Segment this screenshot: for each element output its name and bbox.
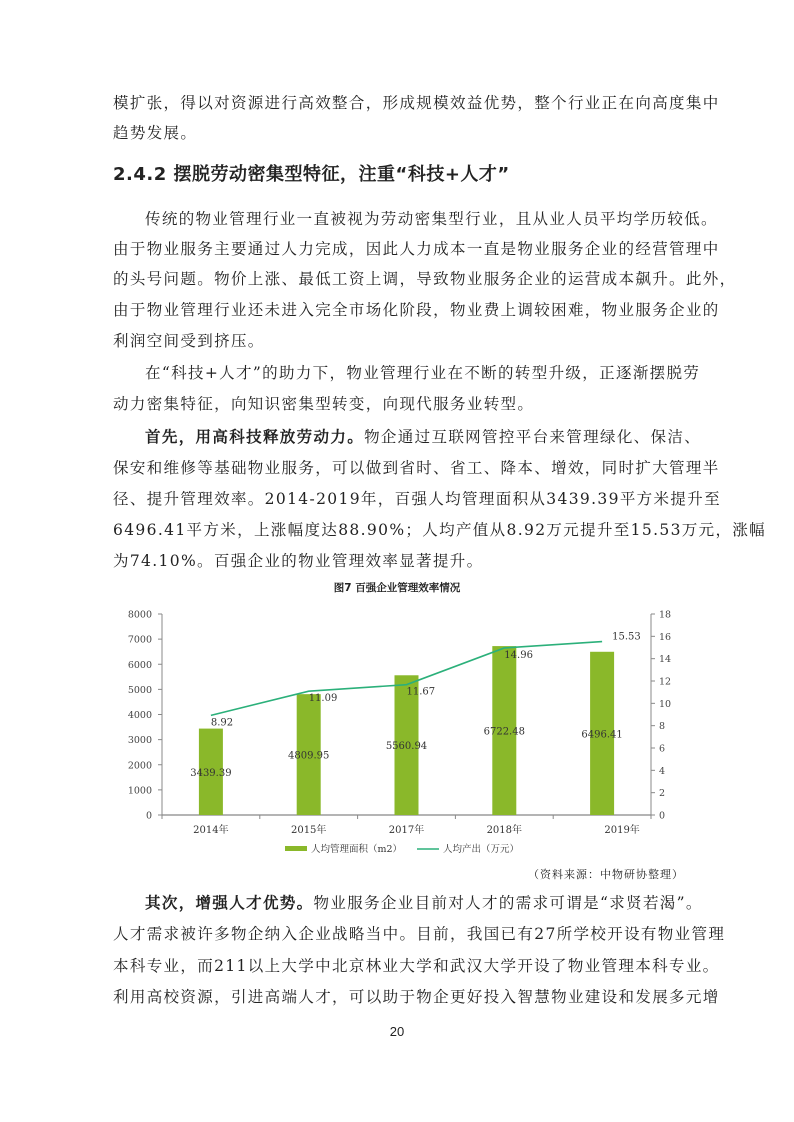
x-tick-label: 2017年 [388, 825, 425, 836]
combo-chart [120, 600, 680, 880]
x-tick-label: 2019年 [604, 825, 640, 836]
legend-bar-swatch [285, 846, 307, 851]
paragraph-line: 在“科技+人才”的助力下，物业管理行业在不断的转型升级，正逐渐摆脱劳 [145, 364, 701, 382]
left-tick-label: 7000 [127, 634, 152, 646]
bold-lead: 其次，增强人才优势。 [145, 894, 314, 912]
paragraph-line: 由于物业管理行业还未进入完全市场化阶段，物业费上调较困难，物业服务企业的 [113, 301, 720, 319]
line-value-label: 8.92 [210, 717, 234, 729]
left-tick-label: 3000 [127, 735, 152, 747]
legend-bar-label: 人均管理面积（m2） [311, 844, 403, 855]
paragraph-line: 动力密集特征，向知识密集型转变，向现代服务业转型。 [113, 395, 535, 413]
left-tick-label: 2000 [127, 760, 152, 772]
line-value-label: 14.96 [504, 649, 533, 661]
left-tick-label: 6000 [127, 659, 152, 671]
right-tick-label: 8 [659, 721, 666, 733]
left-tick-label: 4000 [127, 710, 152, 721]
right-tick-label: 6 [659, 743, 666, 755]
right-tick-label: 14 [659, 654, 672, 666]
bar-value-label: 3439.39 [190, 767, 232, 779]
paragraph-line: 6496.41平方米，上涨幅度达88.90%；人均产值从8.92万元提升至15.53万元，涨幅 [113, 521, 767, 539]
x-tick-label: 2015年 [290, 825, 327, 836]
bar-value-label: 6496.41 [581, 729, 623, 741]
bar-value-label: 6722.48 [483, 726, 525, 738]
page-number: 20 [389, 1024, 405, 1039]
left-tick-label: 0 [145, 810, 152, 822]
paragraph-line: 由于物业服务主要通过人力完成，因此人力成本一直是物业服务企业的经营管理中 [113, 240, 720, 258]
legend-line-label: 人均产出（万元） [443, 844, 520, 855]
paragraph-text: 物企通过互联网管控平台来管理绿化、保洁、 [364, 428, 702, 446]
figure-title: 图7 百强企业管理效率情况 [333, 582, 461, 594]
line-value-label: 15.53 [612, 631, 641, 643]
paragraph-line: 径、提升管理效率。2014-2019年，百强人均管理面积从3439.39平方米提升至 [113, 490, 721, 508]
right-tick-label: 18 [659, 609, 672, 621]
left-tick-label: 8000 [127, 609, 152, 621]
paragraph-line: 本科专业，而211以上大学中北京林业大学和武汉大学开设了物业管理本科专业。 [113, 957, 720, 975]
right-tick-label: 0 [659, 810, 666, 822]
paragraph-line: 趋势发展。 [113, 124, 198, 142]
paragraph-line: 保安和维修等基础物业服务，可以做到省时、省工、降本、增效，同时扩大管理半 [113, 459, 720, 477]
section-heading: 2.4.2 摆脱劳动密集型特征，注重“科技+人才” [113, 164, 510, 185]
line-value-label: 11.09 [308, 693, 338, 705]
bar-value-label: 4809.95 [288, 750, 330, 762]
bar-value-label: 5560.94 [385, 741, 428, 753]
x-tick-label: 2014年 [193, 825, 229, 836]
figure-source: （资料来源：中物研协整理） [528, 868, 684, 881]
paragraph-line: 模扩张，得以对资源进行高效整合，形成规模效益优势，整个行业正在向高度集中 [113, 94, 720, 112]
right-tick-label: 10 [659, 698, 672, 710]
right-tick-label: 16 [659, 631, 672, 643]
paragraph-line: 人才需求被许多物企纳入企业战略当中。目前，我国已有27所学校开设有物业管理 [113, 925, 726, 943]
paragraph-line [145, 891, 715, 913]
paragraph-line [145, 425, 715, 447]
paragraph-line: 的头号问题。物价上涨、最低工资上调，导致物业服务企业的运营成本飙升。此外， [113, 270, 737, 288]
paragraph-line: 利用高校资源，引进高端人才，可以助于物企更好投入智慧物业建设和发展多元增 [113, 988, 720, 1006]
paragraph-line: 利润空间受到挤压。 [113, 332, 265, 350]
line-value-label: 11.67 [406, 686, 436, 698]
left-tick-label: 1000 [127, 785, 152, 797]
paragraph-line: 传统的物业管理行业一直被视为劳动密集型行业，且从业人员平均学历较低。 [145, 210, 718, 228]
bold-lead: 首先，用高科技释放劳动力。 [145, 428, 365, 446]
x-tick-label: 2018年 [486, 825, 523, 836]
paragraph-line: 为74.10%。百强企业的物业管理效率显著提升。 [113, 552, 484, 570]
right-tick-label: 12 [659, 676, 672, 688]
right-tick-label: 4 [659, 765, 666, 777]
right-tick-label: 2 [659, 788, 666, 800]
paragraph-text: 物业服务企业目前对人才的需求可谓是“求贤若渴”。 [313, 894, 703, 912]
left-tick-label: 5000 [127, 684, 152, 696]
